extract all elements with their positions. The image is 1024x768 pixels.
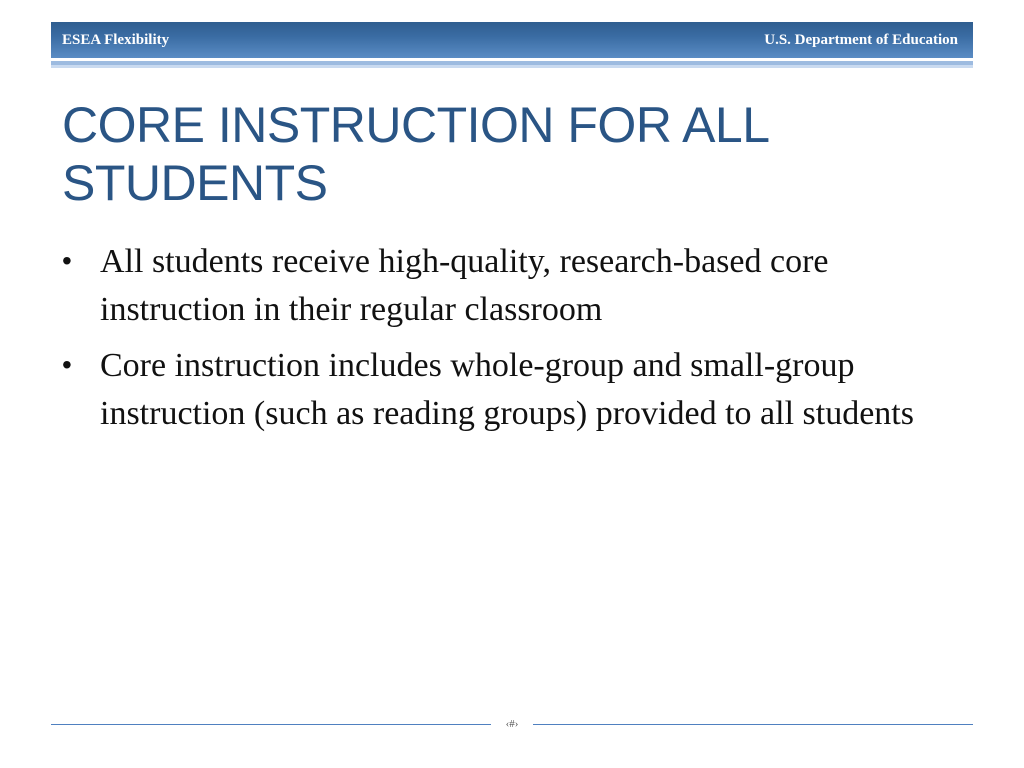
footer-divider-left: [51, 724, 491, 725]
header-divider-light: [51, 65, 973, 68]
bullet-list: [62, 238, 972, 446]
bullet-item: [62, 238, 972, 334]
bullet-text: Core instruction includes whole-group and small-group instruction (such as reading groups) provided to all students: [100, 347, 914, 432]
bullet-icon: •: [62, 245, 72, 276]
header-band: [51, 22, 973, 58]
header-left-label: ESEA Flexibility: [62, 32, 170, 48]
footer-divider-right: [533, 724, 973, 725]
header-right-label: U.S. Department of Education: [764, 32, 958, 48]
bullet-icon: •: [62, 349, 72, 380]
bullet-item: [62, 342, 972, 438]
page-number: ‹#›: [505, 718, 519, 730]
slide-title: CORE INSTRUCTION FOR ALL STUDENTS: [62, 97, 768, 211]
bullet-text: All students receive high-quality, research-based core instruction in their regular classroom: [100, 243, 829, 328]
